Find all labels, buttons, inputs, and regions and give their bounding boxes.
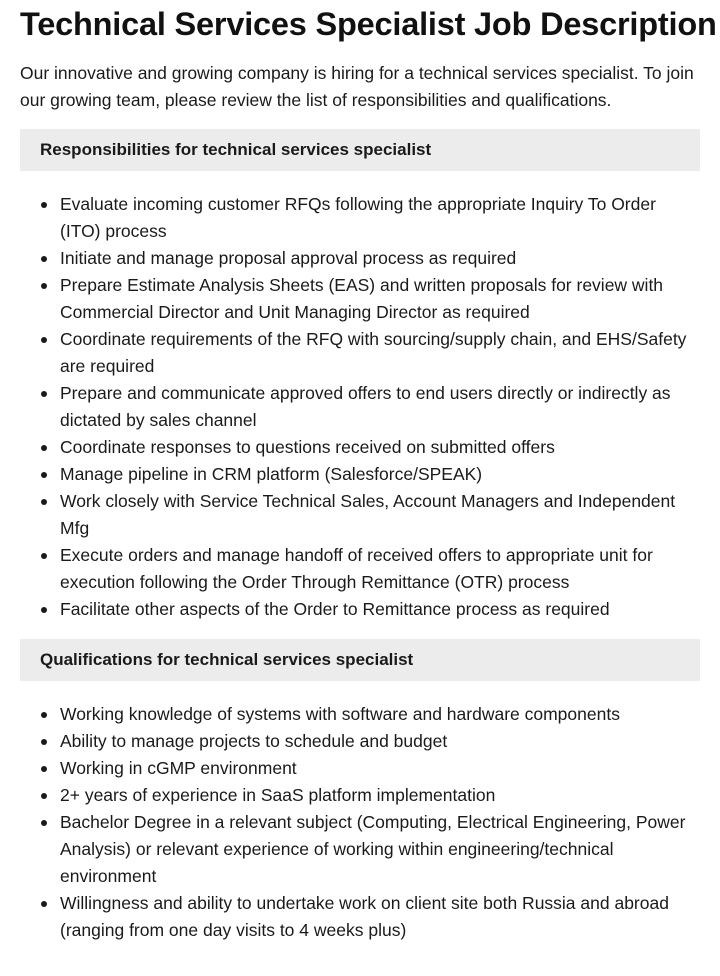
bullet-icon [41, 445, 47, 451]
list-item-text: Prepare Estimate Analysis Sheets (EAS) and written proposals for review with Commercial Director and Unit Managing Director as required [60, 275, 664, 322]
bullet-icon [41, 472, 47, 478]
list-item-text: Working in cGMP environment [60, 758, 297, 778]
bullet-icon [41, 712, 47, 718]
list-item [20, 488, 700, 542]
bullet-icon [41, 766, 47, 772]
responsibilities-list [20, 191, 700, 623]
list-item-text: 2+ years of experience in SaaS platform implementation [60, 785, 496, 805]
bullet-icon [41, 202, 47, 208]
list-item-text: Facilitate other aspects of the Order to Remittance process as required [60, 599, 610, 619]
list-item-text: Coordinate responses to questions received on submitted offers [60, 437, 555, 457]
intro-paragraph: Our innovative and growing company is hiring for a technical services specialist. To join our growing team, please review the list of responsibilities and qualifications. [20, 63, 694, 110]
section-spacer [20, 623, 700, 639]
bullet-icon [41, 256, 47, 262]
list-item [20, 191, 700, 245]
list-item [20, 380, 700, 434]
list-item [20, 245, 700, 272]
list-item-text: Willingness and ability to undertake work on client site both Russia and abroad (ranging from one day visits to 4 weeks plus) [60, 893, 669, 940]
list-item [20, 596, 700, 623]
list-item-text: Work closely with Service Technical Sales, Account Managers and Independent Mfg [60, 491, 676, 538]
bullet-icon [41, 283, 47, 289]
bullet-icon [41, 553, 47, 559]
list-item [20, 890, 700, 944]
list-item-text: Initiate and manage proposal approval process as required [60, 248, 517, 268]
page-title: Technical Services Specialist Job Description [20, 6, 717, 42]
list-item [20, 728, 700, 755]
list-item-text: Coordinate requirements of the RFQ with sourcing/supply chain, and EHS/Safety are required [60, 329, 687, 376]
list-item-text: Ability to manage projects to schedule and budget [60, 731, 448, 751]
list-item [20, 461, 700, 488]
qualifications-list [20, 701, 700, 944]
bullet-icon [41, 739, 47, 745]
list-item [20, 755, 700, 782]
list-item [20, 701, 700, 728]
list-item [20, 809, 700, 890]
bullet-icon [41, 607, 47, 613]
bullet-icon [41, 793, 47, 799]
list-item [20, 272, 700, 326]
list-item-text: Manage pipeline in CRM platform (Salesforce/SPEAK) [60, 464, 483, 484]
list-item [20, 782, 700, 809]
list-item-text: Prepare and communicate approved offers to end users directly or indirectly as dictated by sales channel [60, 383, 671, 430]
bullet-icon [41, 499, 47, 505]
list-item-text: Execute orders and manage handoff of received offers to appropriate unit for execution following the Order Through Remittance (OTR) process [60, 545, 653, 592]
responsibilities-heading: Responsibilities for technical services specialist [20, 129, 700, 171]
list-item-text: Working knowledge of systems with software and hardware components [60, 704, 620, 724]
list-item [20, 542, 700, 596]
qualifications-heading: Qualifications for technical services specialist [20, 639, 700, 681]
list-item-text: Bachelor Degree in a relevant subject (Computing, Electrical Engineering, Power Analysis) or relevant experience of working within engineering/technical environment [60, 812, 686, 886]
bullet-icon [41, 901, 47, 907]
bullet-icon [41, 337, 47, 343]
bullet-icon [41, 820, 47, 826]
list-item [20, 326, 700, 380]
bullet-icon [41, 391, 47, 397]
list-item-text: Evaluate incoming customer RFQs following the appropriate Inquiry To Order (ITO) process [60, 194, 656, 241]
list-item [20, 434, 700, 461]
